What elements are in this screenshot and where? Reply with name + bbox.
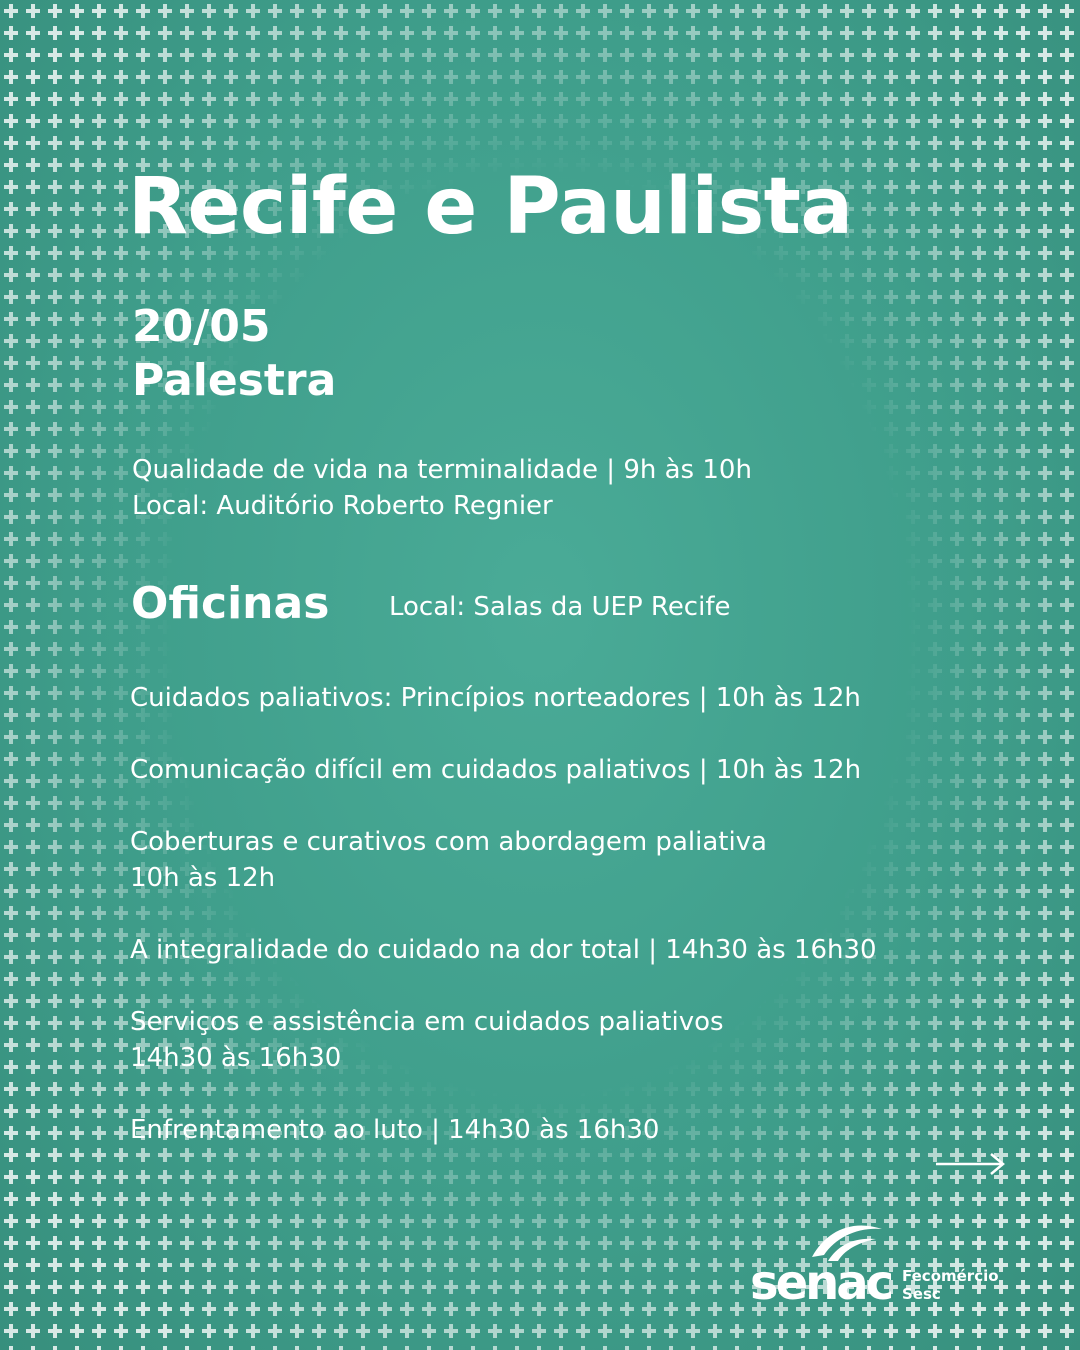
partner-fecomercio: Fecomércio [902, 1267, 999, 1285]
partner-sesc: Sesc [902, 1285, 941, 1303]
workshop-item [130, 680, 861, 716]
oficinas-location: Local: Salas da UEP Recife [389, 592, 731, 622]
workshop-item [130, 1004, 724, 1076]
workshop-line-2: 14h30 às 16h30 [130, 1043, 342, 1073]
workshop-item [130, 824, 767, 896]
workshop-item [130, 932, 877, 968]
workshop-line-1: Enfrentamento ao luto | 14h30 às 16h30 [130, 1115, 660, 1145]
palestra-location: Local: Auditório Roberto Regnier [132, 491, 553, 521]
workshop-item [130, 752, 861, 788]
workshop-item [130, 1112, 659, 1148]
workshop-line-1: A integralidade do cuidado na dor total | 14h30 às 16h30 [130, 935, 877, 965]
palestra-topic: Qualidade de vida na terminalidade | 9h às 10h [132, 455, 752, 485]
oficinas-heading: Oficinas [131, 578, 330, 629]
event-type-heading: Palestra [132, 355, 337, 406]
arrow-right-icon[interactable] [934, 1150, 1006, 1182]
senac-logo [750, 1215, 1010, 1315]
senac-wordmark: senac [750, 1255, 892, 1311]
workshop-line-1: Coberturas e curativos com abordagem paliativa [130, 827, 767, 857]
workshop-line-1: Cuidados paliativos: Princípios norteadores | 10h às 12h [130, 683, 861, 713]
page-title: Recife e Paulista [128, 162, 853, 252]
workshop-line-1: Comunicação difícil em cuidados paliativos | 10h às 12h [130, 755, 862, 785]
workshop-line-1: Serviços e assistência em cuidados paliativos [130, 1007, 724, 1037]
partner-names [902, 1267, 999, 1303]
workshop-line-2: 10h às 12h [130, 863, 276, 893]
palestra-details [132, 452, 752, 524]
event-date: 20/05 [132, 301, 271, 352]
